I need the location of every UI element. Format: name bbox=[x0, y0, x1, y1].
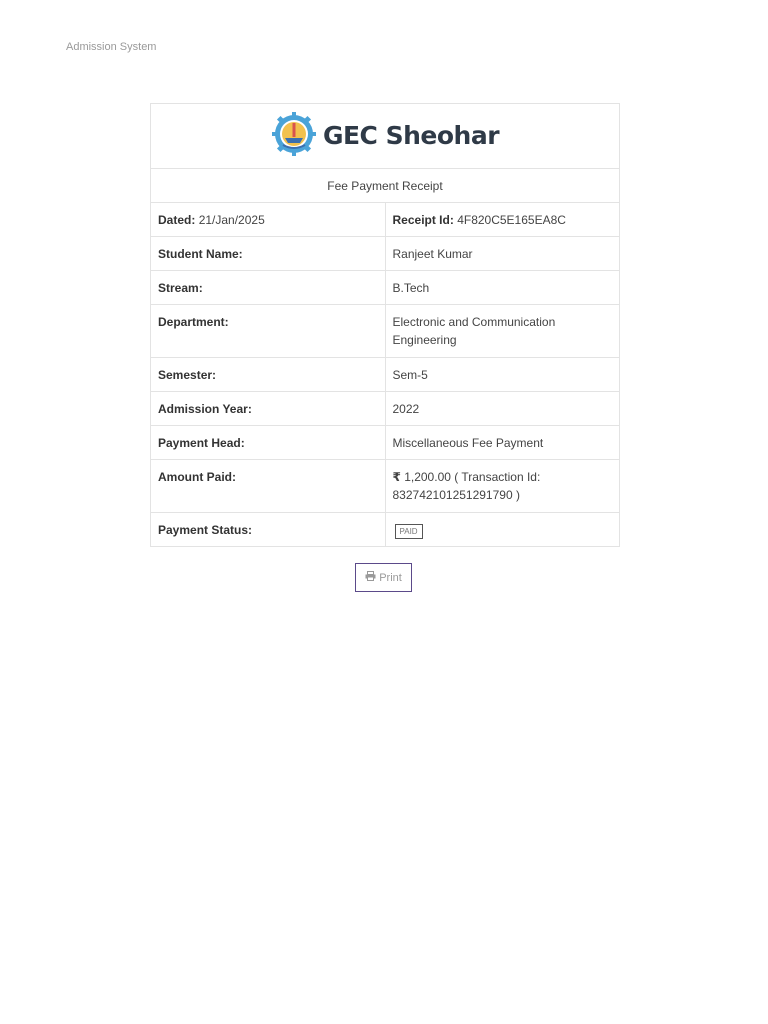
row-label: Stream: bbox=[151, 271, 386, 305]
table-row bbox=[151, 426, 620, 460]
college-logo bbox=[271, 111, 499, 162]
college-gear-emblem-icon bbox=[271, 111, 317, 162]
status-badge: PAID bbox=[395, 524, 423, 539]
table-row bbox=[151, 392, 620, 426]
table-row bbox=[151, 513, 620, 547]
row-label: Admission Year: bbox=[151, 392, 386, 426]
row-label: Semester: bbox=[151, 358, 386, 392]
rupee-icon: ₹ bbox=[392, 470, 401, 484]
app-title: Admission System bbox=[66, 41, 157, 53]
row-value: Sem-5 bbox=[385, 358, 620, 392]
dated-value: 21/Jan/2025 bbox=[198, 213, 265, 227]
receipt-id-value: 4F820C5E165EA8C bbox=[457, 213, 566, 227]
row-value: B.Tech bbox=[385, 271, 620, 305]
print-button-label: Print bbox=[379, 571, 402, 584]
table-row bbox=[151, 271, 620, 305]
row-value: Electronic and Communication Engineering bbox=[385, 305, 620, 358]
amount-value: 1,200.00 ( Transaction Id: 832742101251291790 ) bbox=[392, 470, 541, 502]
college-name: GEC Sheohar bbox=[322, 121, 500, 150]
dated-cell bbox=[151, 203, 386, 237]
table-row bbox=[151, 460, 620, 513]
print-button[interactable] bbox=[355, 563, 412, 592]
row-value: Ranjeet Kumar bbox=[385, 237, 620, 271]
receipt-id-label: Receipt Id: bbox=[392, 213, 454, 227]
amount-cell bbox=[385, 460, 620, 513]
status-cell bbox=[385, 513, 620, 547]
receipt-title: Fee Payment Receipt bbox=[151, 169, 620, 203]
receipt-table bbox=[150, 103, 620, 547]
row-label: Payment Head: bbox=[151, 426, 386, 460]
printer-icon bbox=[365, 571, 376, 584]
row-value: Miscellaneous Fee Payment bbox=[385, 426, 620, 460]
table-row bbox=[151, 358, 620, 392]
table-row bbox=[151, 237, 620, 271]
row-value: 2022 bbox=[385, 392, 620, 426]
row-label: Department: bbox=[151, 305, 386, 358]
table-row bbox=[151, 305, 620, 358]
logo-cell bbox=[151, 104, 620, 169]
receipt-id-cell bbox=[385, 203, 620, 237]
status-label: Payment Status: bbox=[151, 513, 386, 547]
amount-label: Amount Paid: bbox=[151, 460, 386, 513]
row-label: Student Name: bbox=[151, 237, 386, 271]
dated-label: Dated: bbox=[158, 213, 196, 227]
